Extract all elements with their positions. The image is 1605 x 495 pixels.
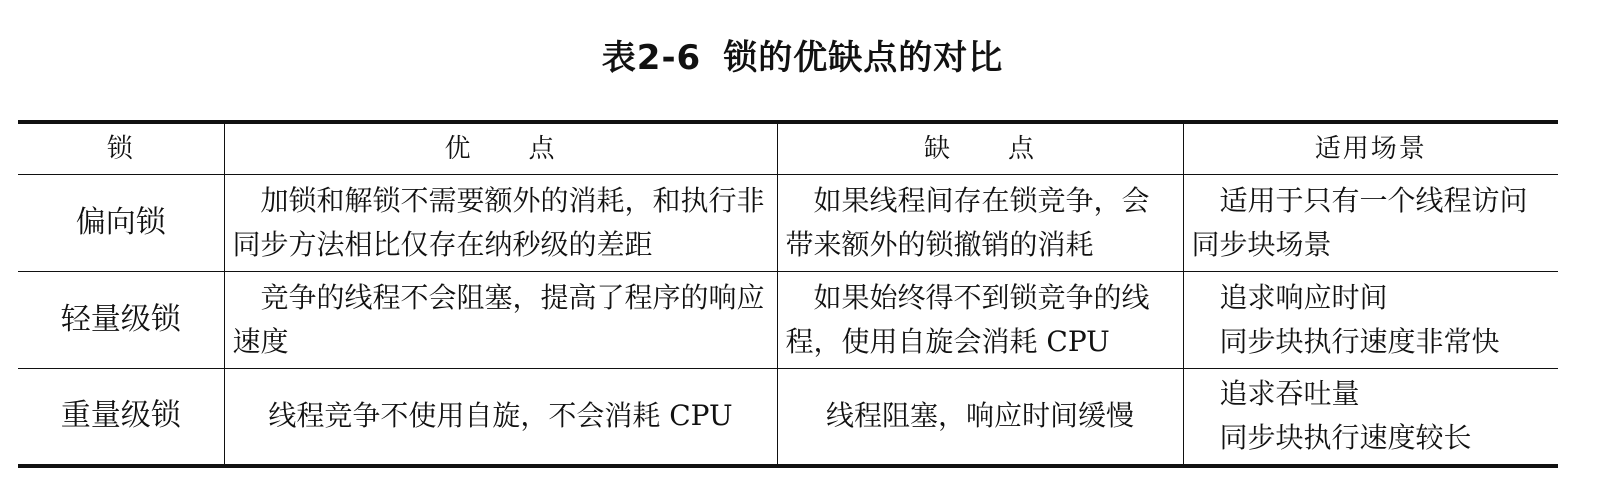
lock-name: 偏向锁	[18, 175, 224, 272]
pros-cell: 加锁和解锁不需要额外的消耗，和执行非同步方法相比仅存在纳秒级的差距	[224, 175, 777, 272]
cons-cell: 如果始终得不到锁竞争的线程，使用自旋会消耗 CPU	[777, 272, 1183, 369]
scenario-cell	[1183, 272, 1558, 369]
cons-cell: 线程阻塞，响应时间缓慢	[777, 369, 1183, 466]
header-lock: 锁	[18, 122, 224, 175]
scenario-cell: 适用于只有一个线程访问同步块场景	[1183, 175, 1558, 272]
pros-cell: 竞争的线程不会阻塞，提高了程序的响应速度	[224, 272, 777, 369]
table-row	[18, 175, 1558, 272]
scenario-line: 同步块执行速度非常快	[1219, 325, 1500, 358]
scenario-line: 同步块执行速度较长	[1219, 421, 1472, 455]
lock-name: 轻量级锁	[18, 272, 224, 369]
table-caption	[0, 30, 1605, 79]
scenario-cell	[1183, 369, 1558, 466]
header-scenario: 适用场景	[1183, 122, 1558, 175]
header-cons: 缺 点	[777, 122, 1183, 175]
scenario-line: 追求吞吐量	[1219, 377, 1360, 411]
table-row	[18, 369, 1558, 466]
cons-cell: 如果线程间存在锁竞争，会带来额外的锁撤销的消耗	[777, 175, 1183, 272]
lock-name: 重量级锁	[18, 369, 224, 466]
table-title: 锁的优缺点的对比	[723, 38, 1004, 78]
header-row	[18, 122, 1558, 175]
header-pros: 优 点	[224, 122, 777, 175]
pros-cell: 线程竞争不使用自旋，不会消耗 CPU	[224, 369, 777, 466]
scenario-line: 追求响应时间	[1219, 281, 1388, 314]
lock-comparison-table	[18, 120, 1558, 468]
table-row	[18, 272, 1558, 369]
table-number: 表2-6	[601, 38, 702, 78]
